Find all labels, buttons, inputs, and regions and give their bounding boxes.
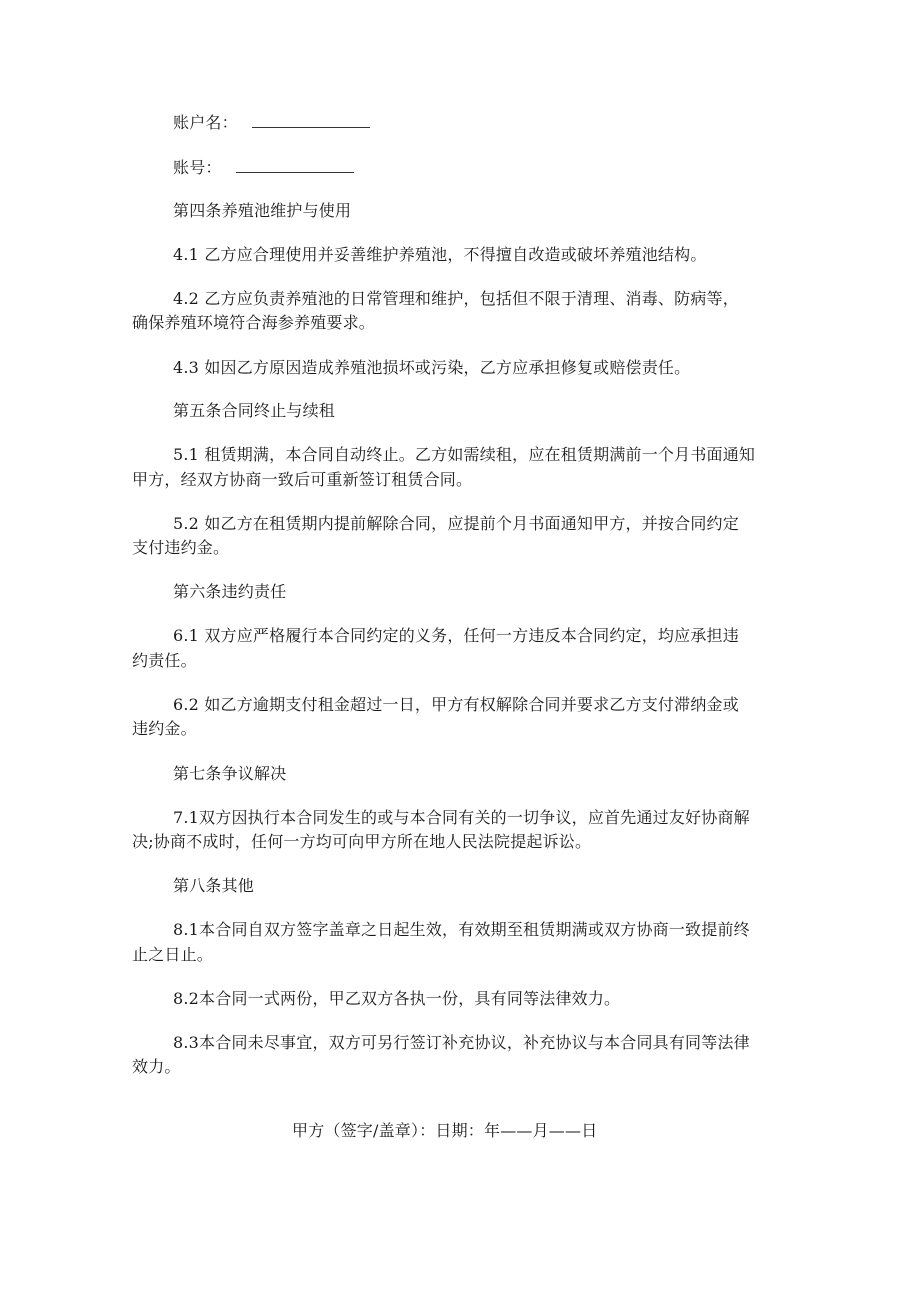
article-4-clause-2-line-1: 4.2 乙方应负责养殖池的日常管理和维护，包括但不限于清理、消毒、防病等， <box>173 289 739 308</box>
article-4-title: 第四条养殖池维护与使用 <box>173 201 352 220</box>
article-4-clause-1: 4.1 乙方应合理使用并妥善维护养殖池，不得擅自改造或破坏养殖池结构。 <box>173 245 707 264</box>
account-number-blank <box>236 158 354 173</box>
signature-date-line: 甲方（签字/盖章）：日期：年——月——日 <box>292 1121 598 1140</box>
article-6-title: 第六条违约责任 <box>173 582 287 601</box>
article-6-clause-1-line-2: 约责任。 <box>132 651 197 670</box>
account-number-row <box>173 156 354 180</box>
article-8-title: 第八条其他 <box>173 876 255 895</box>
article-6-clause-2-line-2: 违约金。 <box>132 719 197 738</box>
article-5-clause-1-line-1: 5.1 租赁期满，本合同自动终止。乙方如需续租，应在租赁期满前一个月书面通知 <box>173 445 756 464</box>
account-name-blank <box>252 113 370 128</box>
account-name-label: 账户名： <box>173 113 238 132</box>
article-8-clause-3-line-1: 8.3本合同未尽事宜，双方可另行签订补充协议，补充协议与本合同具有同等法律 <box>173 1033 750 1052</box>
article-4-clause-2-line-2: 确保养殖环境符合海参养殖要求。 <box>132 313 376 332</box>
article-8-clause-2: 8.2本合同一式两份，甲乙双方各执一份，具有同等法律效力。 <box>173 989 621 1008</box>
article-4-clause-3: 4.3 如因乙方原因造成养殖池损坏或污染，乙方应承担修复或赔偿责任。 <box>173 358 691 377</box>
article-7-title: 第七条争议解决 <box>173 764 287 783</box>
article-8-clause-1-line-2: 止之日止。 <box>132 945 214 964</box>
article-6-clause-1-line-1: 6.1 双方应严格履行本合同约定的义务，任何一方违反本合同约定，均应承担违 <box>173 626 739 645</box>
article-5-clause-2-line-1: 5.2 如乙方在租赁期内提前解除合同，应提前个月书面通知甲方，并按合同约定 <box>173 514 739 533</box>
article-5-clause-2-line-2: 支付违约金。 <box>132 538 230 557</box>
article-7-clause-1-line-1: 7.1双方因执行本合同发生的或与本合同有关的一切争议，应首先通过友好协商解 <box>173 808 750 827</box>
article-7-clause-1-line-2: 决;协商不成时，任何一方均可向甲方所在地人民法院提起诉讼。 <box>132 832 592 851</box>
article-5-title: 第五条合同终止与续租 <box>173 401 336 420</box>
account-number-label: 账号： <box>173 158 222 177</box>
article-6-clause-2-line-1: 6.2 如乙方逾期支付租金超过一日，甲方有权解除合同并要求乙方支付滞纳金或 <box>173 695 739 714</box>
account-name-row <box>173 111 370 135</box>
article-8-clause-1-line-1: 8.1本合同自双方签字盖章之日起生效，有效期至租赁期满或双方协商一致提前终 <box>173 920 750 939</box>
article-5-clause-1-line-2: 甲方，经双方协商一致后可重新签订租赁合同。 <box>132 470 473 489</box>
article-8-clause-3-line-2: 效力。 <box>132 1057 181 1076</box>
